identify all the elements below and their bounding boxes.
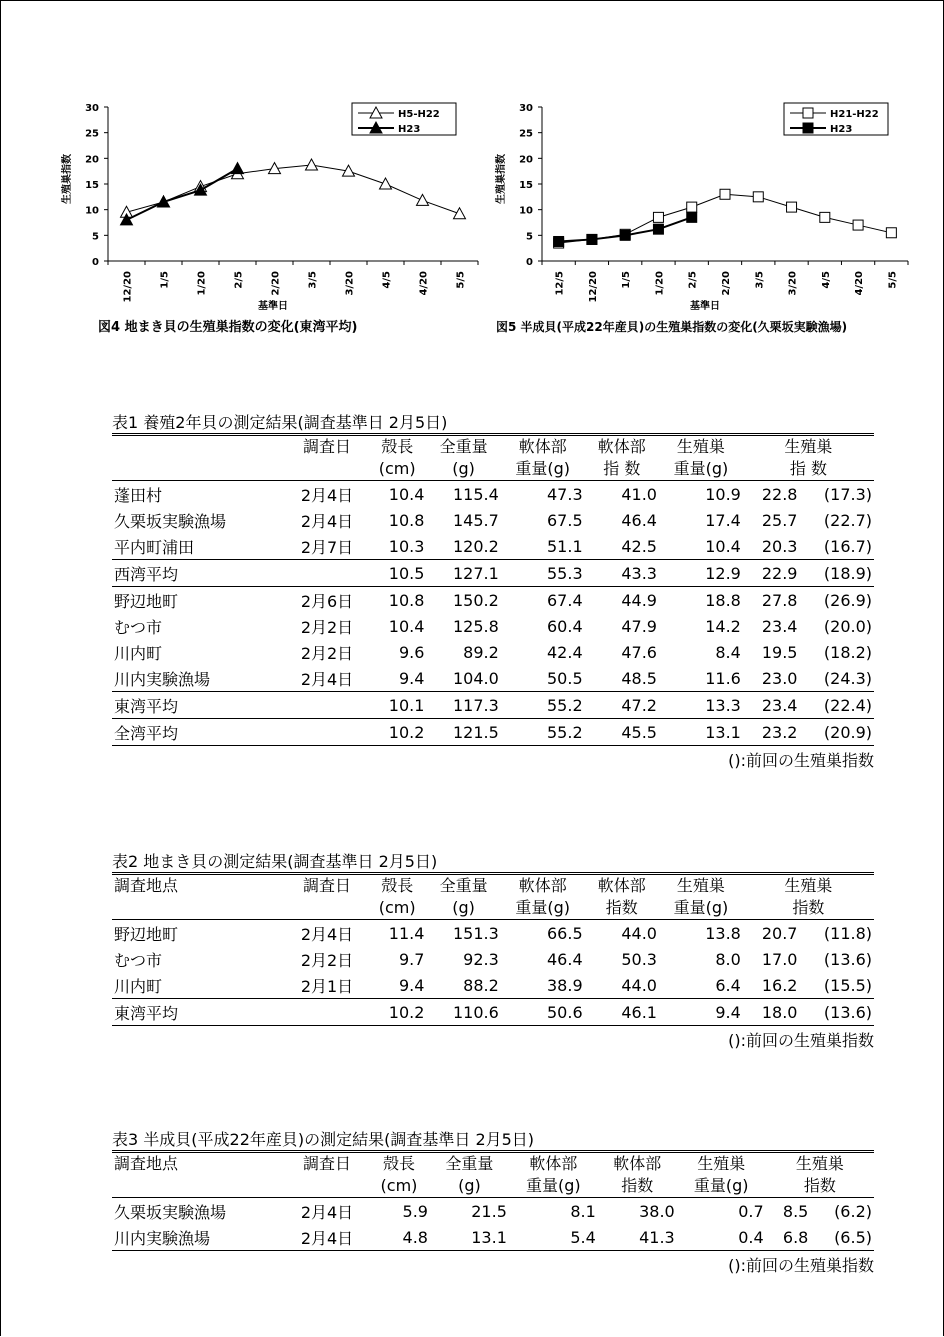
column-header: 生殖巣: [676, 876, 725, 895]
column-header: 調査地点: [114, 1154, 179, 1173]
value-cell: 13.3: [659, 692, 743, 719]
column-header: 軟体部: [529, 1154, 578, 1173]
value-cell: (11.8): [823, 923, 872, 943]
value-cell: 0.4: [677, 1224, 766, 1251]
column-header: 全重量: [439, 437, 488, 456]
value-cell: 55.3: [501, 560, 585, 587]
data-point: [454, 208, 466, 219]
column-header: 重量(g): [501, 897, 585, 920]
column-header: (cm): [368, 458, 426, 481]
site-cell: 東湾平均: [112, 999, 286, 1026]
value-cell: (20.9): [799, 719, 874, 746]
value-cell: (13.6): [823, 949, 872, 969]
value-cell: 23.4: [743, 692, 800, 719]
value-cell: (20.0): [823, 616, 872, 636]
value-cell: 12.9: [659, 560, 743, 587]
legend-label: H23: [830, 124, 853, 135]
value-cell: 8.1: [570, 1201, 596, 1221]
table-row: [112, 587, 874, 614]
column-header: 指数: [598, 1175, 677, 1198]
value-cell: 47.9: [621, 616, 657, 636]
data-point: [687, 202, 697, 212]
table-title: 表3 半成貝(平成22年産貝)の測定結果(調査基準日 2月5日): [112, 1130, 874, 1153]
table-title: 表2 地まき貝の測定結果(調査基準日 2月5日): [112, 852, 874, 875]
site-cell: 野辺地町: [114, 924, 179, 944]
data-point: [653, 212, 663, 222]
value-cell: 10.2: [368, 719, 426, 746]
data-point: [554, 236, 564, 246]
y-tick-label: 5: [92, 231, 99, 243]
x-tick-label: 1/5: [621, 271, 633, 289]
column-header: [286, 897, 368, 920]
column-header: [112, 458, 286, 481]
x-tick-label: 4/5: [381, 271, 393, 289]
value-cell: 38.0: [639, 1201, 675, 1221]
y-tick-label: 25: [85, 128, 99, 140]
column-header: 生殖巣: [784, 437, 833, 456]
date-cell: 2月1日: [300, 976, 354, 996]
site-cell: 西湾平均: [112, 560, 286, 587]
date-cell: 2月4日: [300, 924, 354, 944]
value-cell: 23.4: [761, 616, 798, 636]
value-cell: 50.5: [547, 668, 583, 688]
y-tick-label: 20: [519, 154, 533, 166]
column-header: 重量(g): [659, 897, 743, 920]
value-cell: 121.5: [426, 719, 500, 746]
table-row: [112, 972, 874, 999]
value-cell: (6.5): [810, 1224, 874, 1251]
table-row: [112, 999, 874, 1026]
value-cell: 5.9: [402, 1201, 428, 1221]
value-cell: 6.4: [715, 975, 741, 995]
value-cell: 4.8: [368, 1224, 430, 1251]
series-line: [559, 194, 892, 243]
value-cell: 10.3: [388, 536, 425, 556]
column-header: 殻長: [381, 437, 414, 456]
value-cell: 41.3: [598, 1224, 677, 1251]
data-point: [820, 212, 830, 222]
value-cell: 48.5: [621, 668, 657, 688]
site-cell: 久栗坂実験漁場: [114, 511, 227, 531]
value-cell: 46.4: [621, 510, 657, 530]
x-tick-label: 3/5: [307, 271, 319, 289]
value-cell: 151.3: [452, 923, 499, 943]
column-header: 軟体部: [597, 876, 646, 895]
value-cell: (18.2): [823, 642, 872, 662]
y-tick-label: 10: [85, 205, 99, 217]
chart-fig5-svg: [492, 95, 922, 320]
y-tick-label: 20: [85, 154, 99, 166]
date-cell: 2月7日: [300, 537, 354, 557]
data-point: [587, 234, 597, 244]
value-cell: 43.3: [585, 560, 659, 587]
x-tick-label: 3/20: [344, 271, 356, 296]
column-header: 全重量: [439, 876, 488, 895]
x-tick-label: 12/20: [587, 271, 599, 303]
date-cell: 2月4日: [286, 1224, 368, 1251]
x-tick-label: 2/20: [721, 271, 732, 296]
x-tick-label: 4/20: [418, 271, 430, 296]
site-cell: むつ市: [114, 617, 163, 637]
date-cell: 2月6日: [286, 587, 368, 614]
site-cell: 川内実験漁場: [114, 669, 211, 689]
site-cell: 久栗坂実験漁場: [114, 1202, 227, 1222]
value-cell: 51.1: [547, 536, 583, 556]
value-cell: (17.3): [823, 484, 872, 504]
value-cell: (18.9): [799, 560, 874, 587]
column-header: 指数: [585, 897, 659, 920]
data-table: [112, 1153, 874, 1251]
value-cell: 92.3: [463, 949, 499, 969]
x-tick-label: 4/5: [820, 271, 832, 289]
column-header: 軟体部: [613, 1154, 662, 1173]
value-cell: 25.7: [761, 510, 798, 530]
value-cell: 104.0: [452, 668, 499, 688]
value-cell: 8.4: [715, 642, 741, 662]
x-tick-label: 3/20: [787, 271, 799, 296]
column-header: [112, 1175, 286, 1198]
column-header: [286, 1175, 368, 1198]
value-cell: 115.4: [452, 484, 499, 504]
date-cell: 2月4日: [300, 1202, 354, 1222]
site-cell: 平内町浦田: [114, 537, 195, 557]
column-header: [286, 458, 368, 481]
value-cell: 17.4: [705, 510, 741, 530]
y-axis-label: 生殖巣指数: [62, 154, 73, 204]
legend-label: H23: [398, 124, 421, 135]
x-tick-label: 12/20: [122, 271, 134, 303]
value-cell: 23.0: [761, 668, 798, 688]
table-row: [112, 719, 874, 746]
data-point: [232, 163, 244, 174]
x-tick-label: 12/5: [554, 271, 566, 296]
y-tick-label: 10: [519, 205, 533, 217]
value-cell: 18.0: [743, 999, 800, 1026]
value-cell: 127.1: [426, 560, 500, 587]
series-0: [121, 159, 466, 219]
date-cell: 2月2日: [300, 643, 354, 663]
date-cell: [286, 692, 368, 719]
x-tick-label: 2/5: [233, 271, 245, 289]
y-tick-label: 15: [519, 180, 533, 191]
value-cell: 47.6: [621, 642, 657, 662]
table-row: [112, 639, 874, 665]
value-cell: 27.8: [743, 587, 800, 614]
y-tick-label: 25: [519, 128, 533, 140]
value-cell: 9.7: [398, 949, 425, 969]
value-cell: 42.5: [621, 536, 657, 556]
value-cell: 22.9: [743, 560, 800, 587]
data-point: [653, 224, 663, 234]
value-cell: 8.5: [782, 1201, 809, 1221]
value-cell: 10.4: [388, 484, 425, 504]
column-header: 殻長: [382, 1154, 415, 1173]
y-tick-label: 0: [92, 257, 99, 268]
x-tick-label: 3/5: [754, 271, 766, 289]
value-cell: 13.1: [430, 1224, 509, 1251]
x-tick-label: 2/20: [270, 271, 282, 296]
data-point: [787, 202, 797, 212]
column-header: 重量(g): [659, 458, 743, 481]
value-cell: 44.0: [621, 923, 657, 943]
value-cell: 9.6: [398, 642, 425, 662]
site-cell: 川内町: [114, 643, 163, 663]
value-cell: 11.4: [388, 923, 425, 943]
table-row: [112, 560, 874, 587]
value-cell: 117.3: [426, 692, 500, 719]
x-tick-label: 5/5: [887, 271, 899, 289]
column-header: 殻長: [381, 876, 414, 895]
value-cell: 44.0: [621, 975, 657, 995]
value-cell: 47.2: [585, 692, 659, 719]
table-row: [112, 665, 874, 692]
date-cell: 2月2日: [300, 950, 354, 970]
column-header: 軟体部: [518, 437, 567, 456]
y-tick-label: 30: [85, 103, 99, 114]
x-axis-label: 基準日: [690, 301, 720, 312]
value-cell: 38.9: [547, 975, 583, 995]
site-cell: 野辺地町: [112, 587, 286, 614]
column-header: 生殖巣: [676, 437, 725, 456]
legend-label: H21-H22: [830, 109, 879, 120]
value-cell: 42.4: [547, 642, 583, 662]
value-cell: 19.5: [761, 642, 798, 662]
column-header: (g): [426, 458, 500, 481]
table-note: ():前回の生殖巣指数: [728, 1031, 874, 1050]
value-cell: 110.6: [426, 999, 500, 1026]
data-point: [306, 159, 318, 170]
value-cell: 55.2: [501, 692, 585, 719]
column-header: 指 数: [743, 458, 874, 481]
legend-marker: [803, 123, 813, 133]
value-cell: 10.4: [388, 616, 425, 636]
chart-fig4-caption: 図4 地まき貝の生殖巣指数の変化(東湾平均): [98, 320, 358, 335]
value-cell: (16.7): [823, 536, 872, 556]
table-1: [112, 413, 874, 771]
table-row: [112, 507, 874, 533]
value-cell: 145.7: [452, 510, 499, 530]
column-header: 重量(g): [677, 1175, 766, 1198]
column-header: 調査地点: [114, 876, 179, 895]
value-cell: 125.8: [452, 616, 499, 636]
column-header: 指数: [766, 1175, 874, 1198]
column-header: 軟体部: [518, 876, 567, 895]
column-header: (g): [426, 897, 500, 920]
x-tick-label: 1/20: [654, 271, 666, 296]
table-title: 表1 養殖2年貝の測定結果(調査基準日 2月5日): [112, 413, 874, 436]
date-cell: [286, 999, 368, 1026]
column-header: 全重量: [445, 1154, 494, 1173]
value-cell: 10.9: [705, 484, 741, 504]
site-cell: 川内町: [114, 976, 163, 996]
value-cell: 14.2: [705, 616, 741, 636]
data-point: [753, 192, 763, 202]
value-cell: 10.5: [368, 560, 426, 587]
value-cell: 13.8: [705, 923, 741, 943]
table-2: [112, 852, 874, 1051]
value-cell: 67.4: [501, 587, 585, 614]
value-cell: 18.8: [659, 587, 743, 614]
x-tick-label: 4/20: [854, 271, 866, 296]
value-cell: 120.2: [452, 536, 499, 556]
column-header: 軟体部: [597, 437, 646, 456]
value-cell: 8.0: [715, 949, 741, 969]
table-note: ():前回の生殖巣指数: [728, 751, 874, 770]
legend: [784, 103, 888, 135]
table-row: [112, 613, 874, 639]
site-cell: 蓬田村: [114, 485, 163, 505]
value-cell: (24.3): [823, 668, 872, 688]
y-tick-label: 30: [519, 103, 533, 114]
value-cell: 0.7: [738, 1201, 764, 1221]
column-header: [112, 436, 286, 458]
value-cell: 88.2: [463, 975, 499, 995]
site-cell: 川内実験漁場: [112, 1224, 286, 1251]
x-tick-label: 1/5: [159, 271, 171, 289]
value-cell: 17.0: [761, 949, 798, 969]
column-header: 生殖巣: [697, 1154, 746, 1173]
value-cell: 46.4: [547, 949, 583, 969]
value-cell: 5.4: [509, 1224, 598, 1251]
data-point: [853, 220, 863, 230]
value-cell: 41.0: [621, 484, 657, 504]
value-cell: 46.1: [585, 999, 659, 1026]
data-point: [620, 230, 630, 240]
value-cell: 55.2: [501, 719, 585, 746]
value-cell: (15.5): [823, 975, 872, 995]
chart-fig4: [60, 95, 480, 320]
value-cell: 6.8: [766, 1224, 811, 1251]
table-row: [112, 920, 874, 947]
legend-marker: [803, 108, 813, 118]
column-header: 調査日: [302, 876, 351, 895]
date-cell: 2月4日: [300, 485, 354, 505]
date-cell: 2月2日: [300, 617, 354, 637]
y-tick-label: 15: [85, 180, 99, 191]
table-note: ():前回の生殖巣指数: [728, 1256, 874, 1275]
value-cell: 10.1: [368, 692, 426, 719]
legend: [352, 103, 456, 135]
x-tick-label: 1/20: [196, 271, 208, 296]
column-header: 生殖巣: [784, 876, 833, 895]
column-header: 調査日: [302, 1154, 351, 1173]
value-cell: 10.8: [368, 587, 426, 614]
column-header: (g): [430, 1175, 509, 1198]
value-cell: 50.6: [501, 999, 585, 1026]
chart-fig4-svg: [60, 95, 480, 320]
table-row: [112, 481, 874, 508]
value-cell: 13.1: [659, 719, 743, 746]
x-tick-label: 5/5: [455, 271, 467, 289]
column-header: (cm): [368, 897, 426, 920]
value-cell: 16.2: [761, 975, 798, 995]
value-cell: 10.4: [705, 536, 741, 556]
value-cell: 10.2: [368, 999, 426, 1026]
value-cell: 47.3: [547, 484, 583, 504]
value-cell: 89.2: [463, 642, 499, 662]
legend-label: H5-H22: [398, 109, 440, 120]
x-axis-label: 基準日: [258, 301, 288, 312]
value-cell: (22.4): [799, 692, 874, 719]
value-cell: 11.6: [705, 668, 741, 688]
value-cell: 9.4: [659, 999, 743, 1026]
data-point: [417, 194, 429, 205]
data-table: [112, 875, 874, 1026]
site-cell: むつ市: [114, 950, 163, 970]
value-cell: 50.3: [621, 949, 657, 969]
x-tick-label: 2/5: [687, 271, 699, 289]
date-cell: [286, 560, 368, 587]
data-point: [687, 212, 697, 222]
y-axis-label: 生殖巣指数: [496, 154, 507, 204]
value-cell: 21.5: [471, 1201, 507, 1221]
value-cell: 150.2: [426, 587, 500, 614]
table-row: [112, 692, 874, 719]
column-header: (cm): [368, 1175, 430, 1198]
column-header: 重量(g): [501, 458, 585, 481]
table-row: [112, 533, 874, 560]
data-table: [112, 436, 874, 746]
value-cell: (22.7): [823, 510, 872, 530]
series-line: [127, 165, 460, 214]
value-cell: 10.8: [388, 510, 425, 530]
column-header: 調査日: [302, 437, 351, 456]
y-tick-label: 5: [526, 231, 533, 243]
site-cell: 東湾平均: [112, 692, 286, 719]
value-cell: 20.7: [761, 923, 798, 943]
value-cell: 9.4: [398, 975, 425, 995]
date-cell: [286, 719, 368, 746]
data-point: [720, 189, 730, 199]
data-point: [380, 178, 392, 189]
date-cell: 2月4日: [300, 669, 354, 689]
data-point: [886, 228, 896, 238]
site-cell: 全湾平均: [112, 719, 286, 746]
column-header: [112, 897, 286, 920]
table-3: [112, 1130, 874, 1276]
series-0: [554, 189, 897, 248]
table-row: [112, 946, 874, 972]
column-header: 重量(g): [509, 1175, 598, 1198]
column-header: 指数: [743, 897, 874, 920]
table-row: [112, 1198, 874, 1225]
value-cell: 9.4: [398, 668, 425, 688]
value-cell: 66.5: [547, 923, 583, 943]
column-header: 生殖巣: [795, 1154, 844, 1173]
value-cell: 60.4: [547, 616, 583, 636]
value-cell: 20.3: [761, 536, 798, 556]
date-cell: 2月4日: [300, 511, 354, 531]
chart-fig5: [492, 95, 922, 320]
value-cell: (26.9): [799, 587, 874, 614]
value-cell: 22.8: [761, 484, 798, 504]
value-cell: 45.5: [585, 719, 659, 746]
value-cell: 23.2: [743, 719, 800, 746]
value-cell: 44.9: [585, 587, 659, 614]
column-header: 指 数: [585, 458, 659, 481]
value-cell: (13.6): [799, 999, 874, 1026]
table-row: [112, 1224, 874, 1251]
chart-fig5-caption: 図5 半成貝(平成22年産貝)の生殖巣指数の変化(久栗坂実験漁場): [496, 320, 848, 334]
value-cell: 67.5: [547, 510, 583, 530]
value-cell: (6.2): [834, 1201, 872, 1221]
y-tick-label: 0: [526, 257, 533, 268]
